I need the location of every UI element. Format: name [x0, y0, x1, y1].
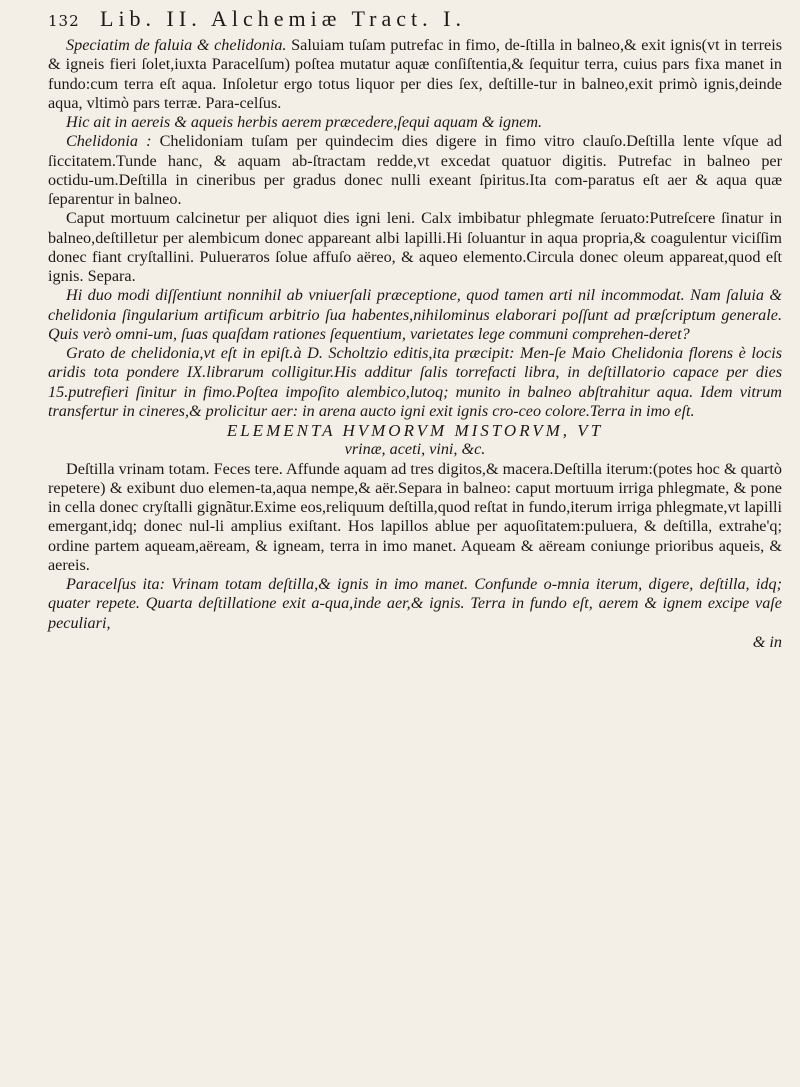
text-caput-mortuum: Caput mortuum calcinetur per aliquot dies igni leni. Calx imbibatur phlegmate ſeruato:Putreſcere ſinatur in balneo,deſtilletur per alembicum donec appareant albi lapilli.Hi ſoluantur in aqua propria,& coagulentur viciſſim donec fiant cryſtallini. Puluerатos ſolue affuſo aëreo, & aqueo elemento.Circula donec oleum appareat,quod eſt ignis. Separa. [48, 209, 782, 285]
text-duo-modi: Hi duo modi diſſentiunt nonnihil ab vniuerſali præceptione, quod tamen arti nil incommodat. Nam ſaluia & chelidonia ſingularium artificum arbitrio ſua habentes,nihilominus elaborari poſſunt ad præſcriptum generale. Quis verò omni‑um, ſuas quaſdam rationes ſequentium, varietates lege communi comprehen‑deret? [48, 286, 782, 343]
paragraph-duo-modi [48, 286, 782, 344]
catchword: & in [752, 632, 782, 651]
lead-saluia: Speciatim de faluia & chelidonia. [66, 36, 287, 54]
paragraph-caput-mortuum [48, 209, 782, 286]
paragraph-saluia [48, 36, 782, 113]
page-header [48, 6, 782, 36]
paragraph-grato [48, 344, 782, 421]
paragraph-chelidonia [48, 132, 782, 209]
section-subheading: vrinæ, aceti, vini, &c. [344, 440, 486, 459]
page-number: 132 [48, 12, 80, 30]
section-heading: ELEMENTA HVMORVM MISTORVM, VT [226, 421, 604, 440]
text-comment-aereis: Hic ait in aereis & aqueis herbis aerem præcedere,ſequi aquam & ignem. [66, 113, 543, 131]
body-text [48, 36, 782, 652]
running-title: Lib. II. Alchemiæ Tract. I. [100, 6, 466, 31]
text-grato: Grato de chelidonia,vt eſt in epiſt.à D. Scholtzio editis,ita præcipit: Men‑ſe Maio Chelidonia florens è locis aridis tota pondere IX.librarum colligitur.His additur ſalis torrefacti libra, in deſtillatorio capace per dies 15.putrefieri ſinitur in fimo.Poſtea impoſito alembico,lutoq; munito in balneo abſtrahitur aqua. Idem vitrum transfertur in cineres,& prolicitur aer: in arena aucto igni exit ignis cro‑ceo colore.Terra in imo eſt. [48, 344, 782, 420]
lead-chelidonia: Chelidonia : [66, 132, 152, 151]
paragraph-paracelsus [48, 575, 782, 633]
text-saluia: Saluiam tuſam putrefac in fimo, de‑ſtilla in balneo,& exit ignis(vt in terreis & igneis fieri ſolet,iuxta Paracelſum) poſtea mutatur aquæ conſiſtentia,& ſequitur terra, cuius pars fixa manet in fundo:cum terra eſt aqua. Inſoletur ergo totus liquor per dies ſex, deſtille‑tur in balneo,exit primò ignis,deinde aqua, vltimò pars terræ. Para‑celſus. [48, 36, 782, 112]
paragraph-urina [48, 460, 782, 576]
text-paracelsus: Paracelſus ita: Vrinam totam deſtilla,& ignis in imo manet. Confunde o‑mnia iterum, digere, deſtilla, idq; quater repete. Quarta deſtillatione exit a‑qua,inde aer,& ignis. Terra in fundo eſt, aerem & ignem excipe vaſe peculiari, [48, 575, 782, 632]
text-chelidonia: Chelidoniam tuſam per quindecim dies digere in fimo vitro clauſo.Deſtilla lente vſque ad ſiccitatem.Tunde hanc, & aquam ab‑ſtractam redde,vt excedat quatuor digitis. Putrefac in balneo per octidu‑um.Deſtilla in cineribus per gradus donec nulli exeant ſpiritus.Ita com‑paratus eſt aer & aqua quæ ſeparentur in balneo. [48, 132, 782, 208]
paragraph-comment-aereis [48, 113, 782, 132]
text-urina: Deſtilla vrinam totam. Feces tere. Affunde aquam ad tres digitos,& macera.Deſtilla iterum:(potes hoc & quartò repetere) & exibunt duo elemen‑ta,aqua nempe,& aër.Separa in balneo: caput mortuum irriga phlegmate, & pone in cella donec cryſtalli gignãtur.Exime eos,reliquum deſtilla,quod reſtat in fundo,iterum irriga phlegmate,vt lapilli emergant,idq; donec nul‑li amplius exiſtant. Hos lapillos ablue per aquoſitatem:puluera, & deſtilla, extrahe'q; ordine partem aqueam,aëream, & igneam, terra in imo manet. Aqueam & aëream coniunge prioribus aqueis, & aereis. [48, 459, 782, 574]
